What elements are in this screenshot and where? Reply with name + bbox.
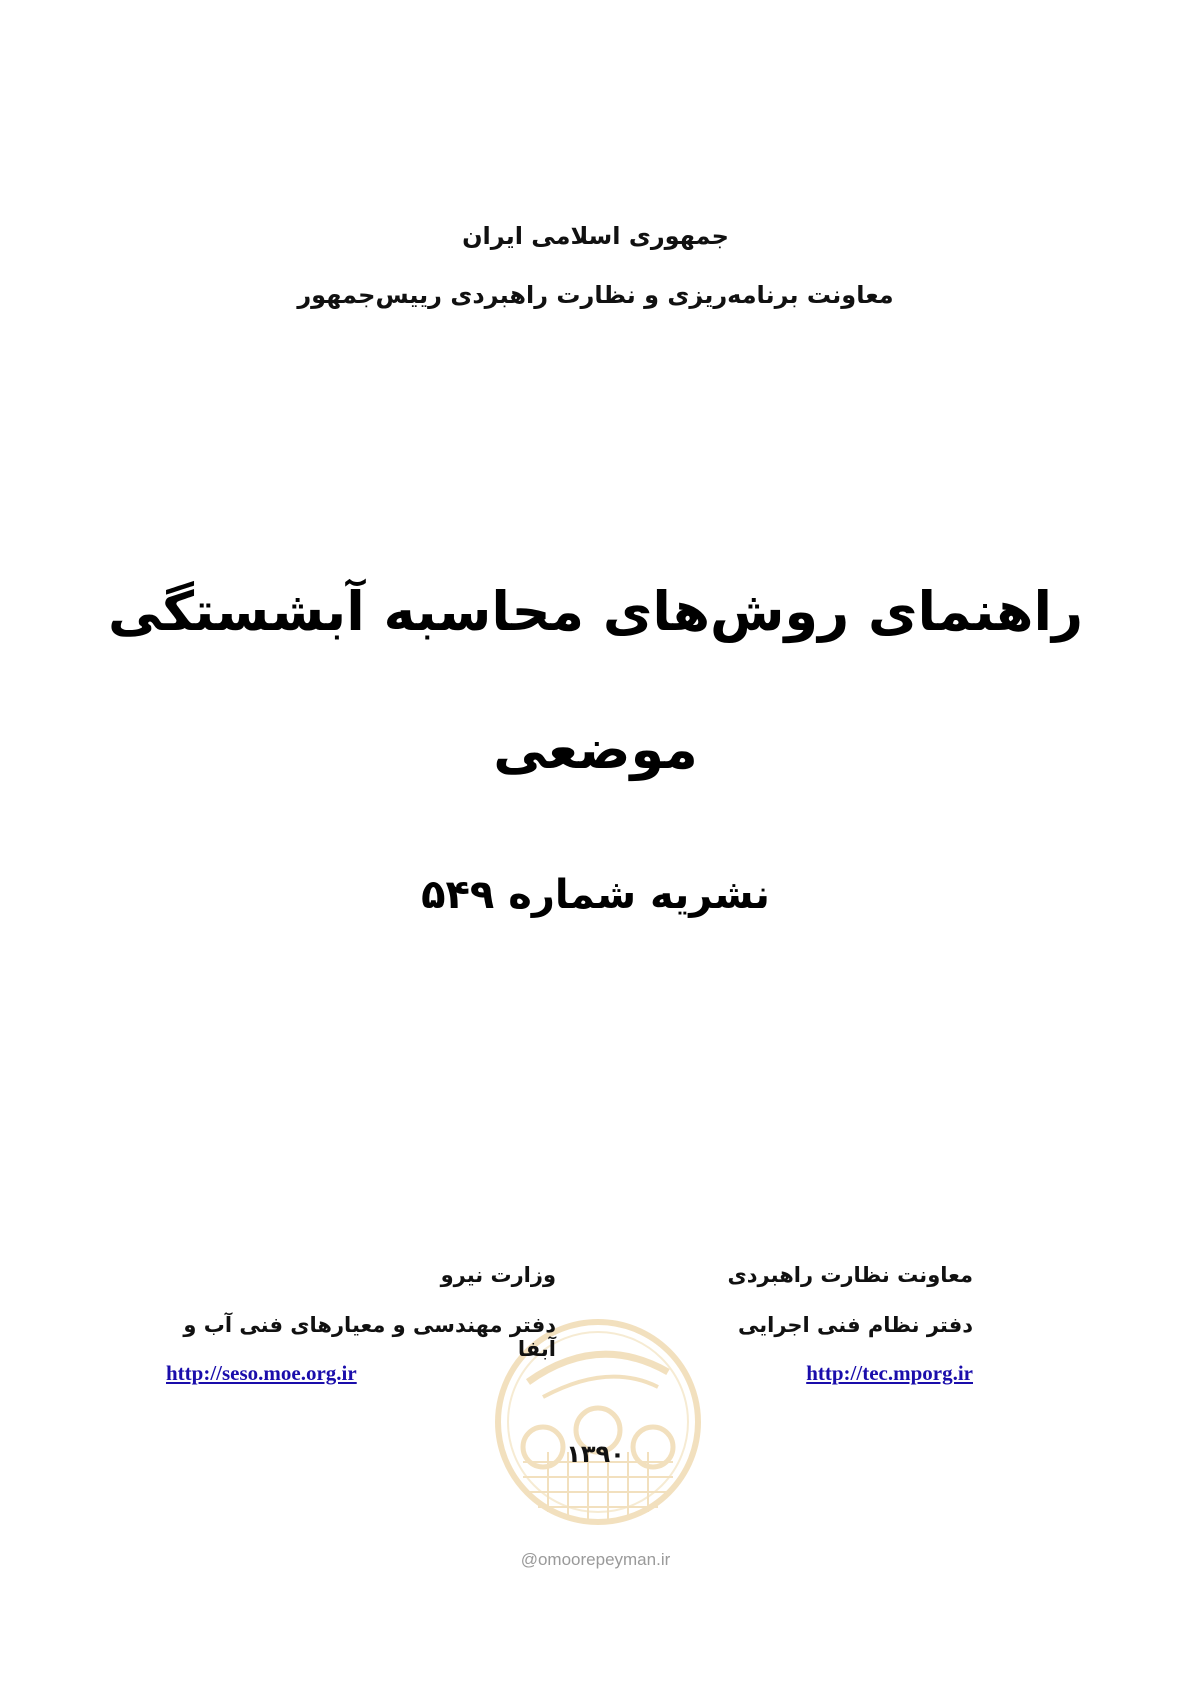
document-title-line-1: راهنمای روش‌های محاسبه آبشستگی: [107, 580, 1084, 643]
document-title-line-2: موضعی: [493, 718, 698, 781]
publication-number: نشریه شماره ۵۴۹: [421, 872, 770, 918]
header-organization: معاونت برنامه‌ریزی و نظارت راهبردی رییس‌جمهور: [297, 281, 894, 309]
right-website-link[interactable]: http://tec.mporg.ir: [806, 1361, 973, 1385]
watermark-caption: @omoorepeyman.ir: [520, 1550, 671, 1569]
publication-year: ۱۳۹۰: [566, 1440, 625, 1468]
right-office-name: دفتر نظام فنی اجرایی: [737, 1313, 973, 1337]
left-office-name: دفتر مهندسی و معیارهای فنی آب و آبفا: [183, 1313, 556, 1361]
header-country: جمهوری اسلامی ایران: [462, 222, 729, 250]
right-org-name: معاونت نظارت راهبردی: [727, 1263, 973, 1287]
left-org-name: وزارت نیرو: [440, 1263, 556, 1287]
left-website-link[interactable]: http://seso.moe.org.ir: [166, 1361, 357, 1385]
